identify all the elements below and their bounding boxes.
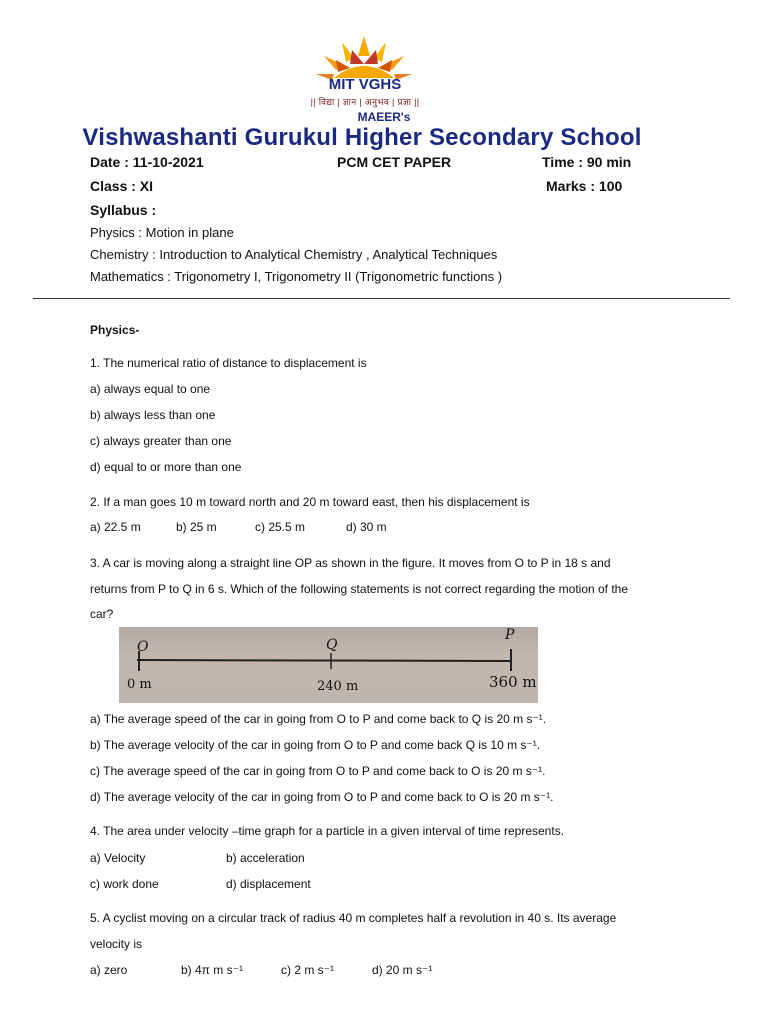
- q5-option-c: c) 2 m s⁻¹: [281, 963, 334, 977]
- q1-option-a: a) always equal to one: [90, 382, 211, 396]
- q3-option-a: a) The average speed of the car in going from O to P and come back to Q is 20 m s⁻¹.: [90, 712, 547, 726]
- syllabus-mathematics: Mathematics : Trigonometry I, Trigonometry II (Trigonometric functions ): [90, 269, 503, 284]
- logo-brand: MIT VGHS: [328, 76, 402, 93]
- syllabus-physics: Physics : Motion in plane: [90, 225, 234, 240]
- question-3-line-3: car?: [90, 607, 114, 621]
- question-2: 2. If a man goes 10 m toward north and 20 m toward east, then his displacement is: [90, 495, 530, 509]
- maeer-label: MAEER's: [357, 110, 411, 124]
- section-title: Physics-: [90, 323, 140, 337]
- distance-360-label: 360 m: [489, 673, 537, 691]
- question-1: 1. The numerical ratio of distance to displacement is: [90, 356, 367, 370]
- q2-option-d: d) 30 m: [346, 520, 387, 534]
- question-5-line-1: 5. A cyclist moving on a circular track of radius 40 m completes half a revolution in 40 s. Its average: [90, 911, 617, 925]
- point-o-label: O: [137, 639, 149, 655]
- exam-date: Date : 11-10-2021: [90, 154, 204, 170]
- exam-marks: Marks : 100: [546, 178, 623, 194]
- q1-option-c: c) always greater than one: [90, 434, 232, 448]
- syllabus-title: Syllabus :: [90, 202, 157, 218]
- distance-240-label: 240 m: [317, 679, 359, 694]
- q1-option-d: d) equal to or more than one: [90, 460, 242, 474]
- point-p-label: P: [505, 627, 515, 643]
- syllabus-chemistry: Chemistry : Introduction to Analytical Chemistry , Analytical Techniques: [90, 247, 498, 262]
- school-name: Vishwashanti Gurukul Higher Secondary School: [82, 124, 642, 151]
- q4-option-b: b) acceleration: [226, 851, 305, 865]
- q3-option-b: b) The average velocity of the car in going from O to P and come back Q is 10 m s⁻¹.: [90, 738, 541, 752]
- q4-option-d: d) displacement: [226, 877, 311, 891]
- sun-petals-icon: [316, 36, 412, 80]
- distance-0-label: 0 m: [127, 677, 152, 692]
- exam-class: Class : XI: [90, 178, 154, 194]
- motion-figure: [119, 627, 538, 703]
- q3-option-d: d) The average velocity of the car in going from O to P and come back to O is 20 m s⁻¹.: [90, 790, 554, 804]
- question-4: 4. The area under velocity –time graph for a particle in a given interval of time represents.: [90, 824, 565, 838]
- q5-option-d: d) 20 m s⁻¹: [372, 963, 433, 977]
- q2-option-a: a) 22.5 m: [90, 520, 141, 534]
- question-3-line-2: returns from P to Q in 6 s. Which of the following statements is not correct regarding the motion of the: [90, 582, 629, 596]
- question-5-line-2: velocity is: [90, 937, 143, 951]
- header-divider: [33, 298, 730, 299]
- logo-motto: || विद्या | ज्ञान | अनुभव | प्रज्ञा ||: [310, 97, 420, 107]
- q4-option-c: c) work done: [90, 877, 159, 891]
- exam-time: Time : 90 min: [542, 154, 632, 170]
- q1-option-b: b) always less than one: [90, 408, 216, 422]
- q2-option-c: c) 25.5 m: [255, 520, 306, 534]
- q5-option-b: b) 4π m s⁻¹: [181, 963, 243, 977]
- paper-title: PCM CET PAPER: [337, 154, 452, 170]
- track-line: [137, 660, 511, 661]
- q5-option-a: a) zero: [90, 963, 128, 977]
- q2-option-b: b) 25 m: [176, 520, 217, 534]
- point-q-label: Q: [326, 637, 338, 653]
- q4-option-a: a) Velocity: [90, 851, 146, 865]
- question-3-line-1: 3. A car is moving along a straight line OP as shown in the figure. It moves from O to P in 18 s and: [90, 556, 611, 570]
- q3-option-c: c) The average speed of the car in going from O to P and come back to O is 20 m s⁻¹.: [90, 764, 546, 778]
